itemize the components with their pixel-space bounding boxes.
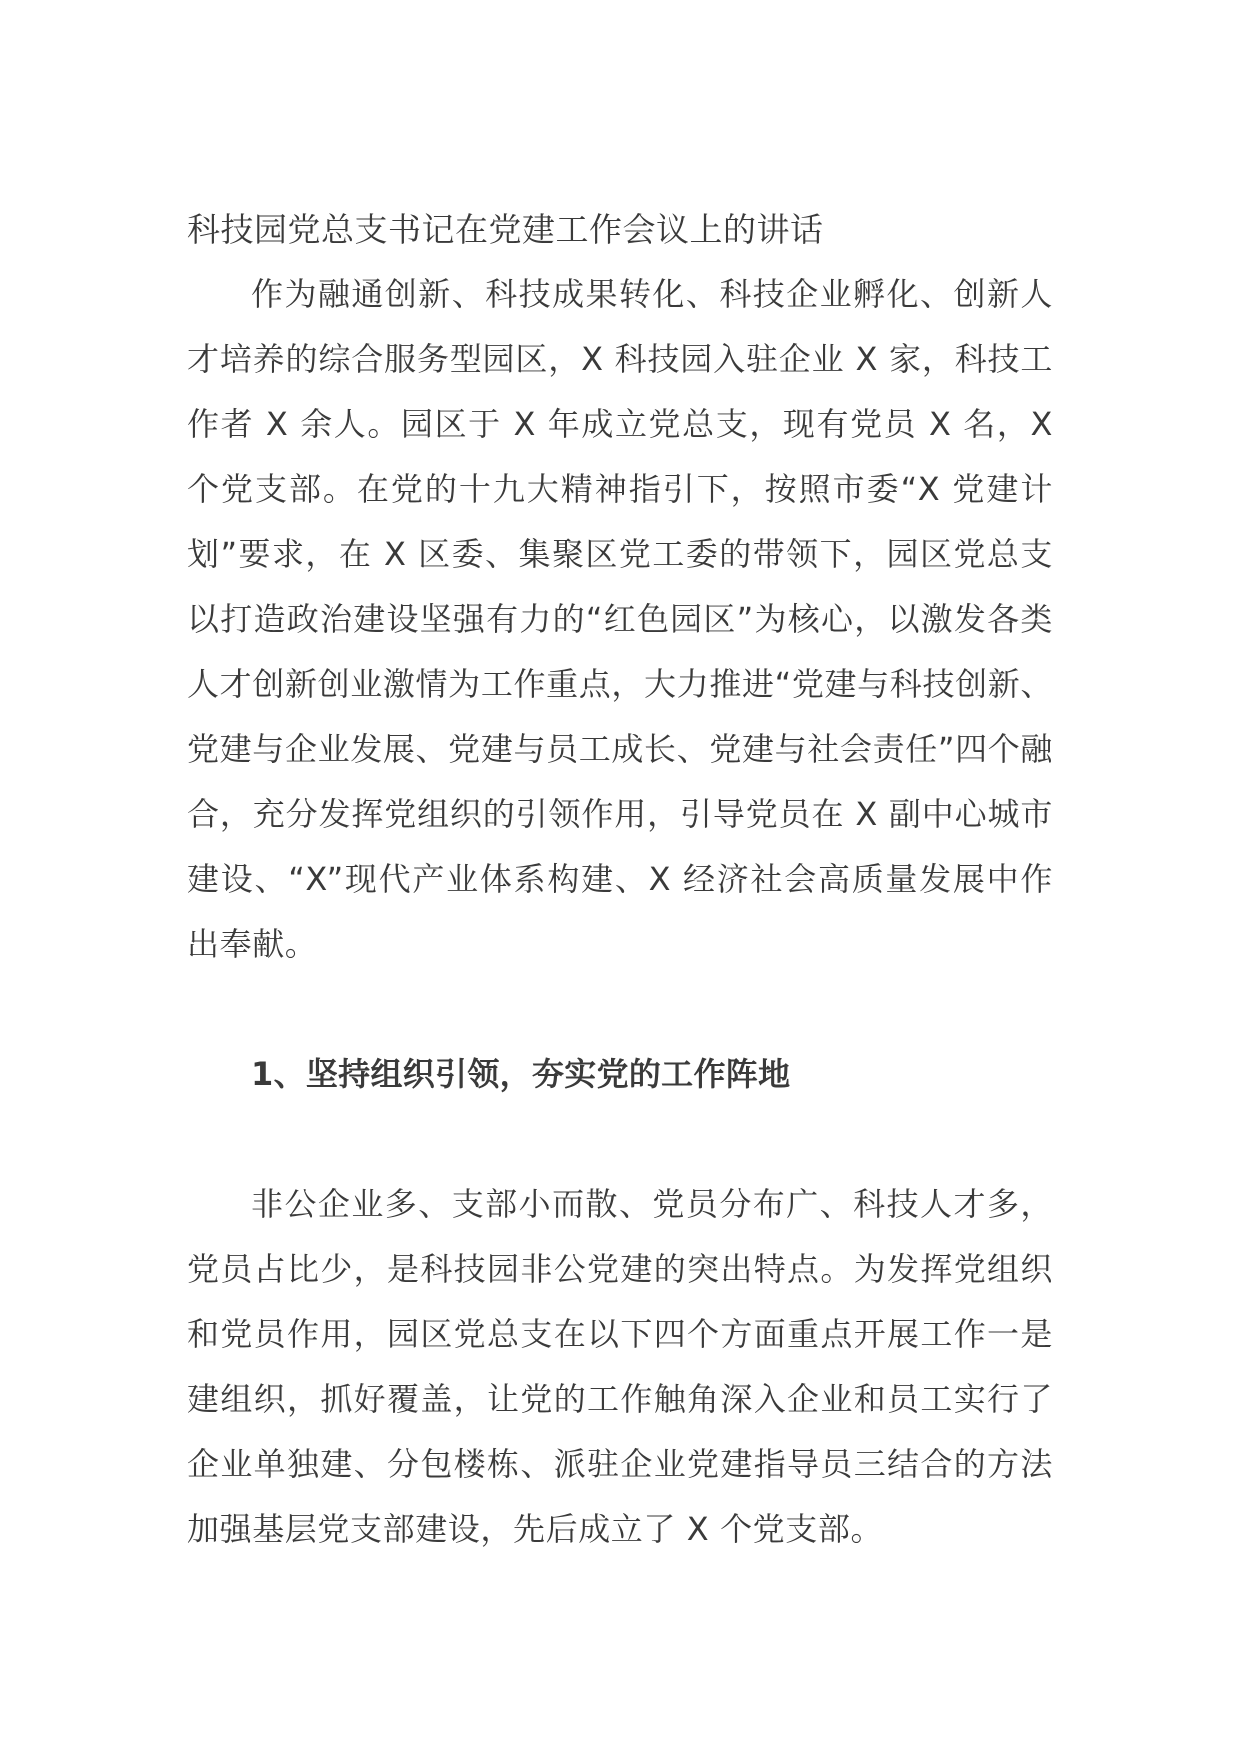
section-heading: 1、坚持组织引领，夯实党的工作阵地 — [251, 1055, 791, 1093]
intro-paragraph: 作为融通创新、科技成果转化、科技企业孵化、创新人才培养的综合服务型园区，X 科技园入驻企业 X 家，科技工作者 X 余人。园区于 X 年成立党总支，现有党员 X 名，X 个党支部。在党的十九大精神指引下，按照市委“X 党建计划”要求，在 X 区委、集聚区党工委的带领下，园区党总支以打造政治建设坚强有力的“红色园区”为核心，以激发各类人才创新创业激情为工作重点，大力推进“党建与科技创新、党建与企业发展、党建与员工成长、党建与社会责任”四个融合，充分发挥党组织的引领作用，引导党员在 X 副中心城市建设、“X”现代产业体系构建、X 经济社会高质量发展中作出奉献。 — [187, 275, 1053, 963]
document-body — [187, 198, 1053, 1562]
document-title: 科技园党总支书记在党建工作会议上的讲话 — [187, 210, 824, 249]
section-paragraph: 非公企业多、支部小而散、党员分布广、科技人才多，党员占比少，是科技园非公党建的突出特点。为发挥党组织和党员作用，园区党总支在以下四个方面重点开展工作一是建组织，抓好覆盖，让党的工作触角深入企业和员工实行了企业单独建、分包楼栋、派驻企业党建指导员三结合的方法加强基层党支部建设，先后成立了 X 个党支部。 — [187, 1185, 1053, 1548]
